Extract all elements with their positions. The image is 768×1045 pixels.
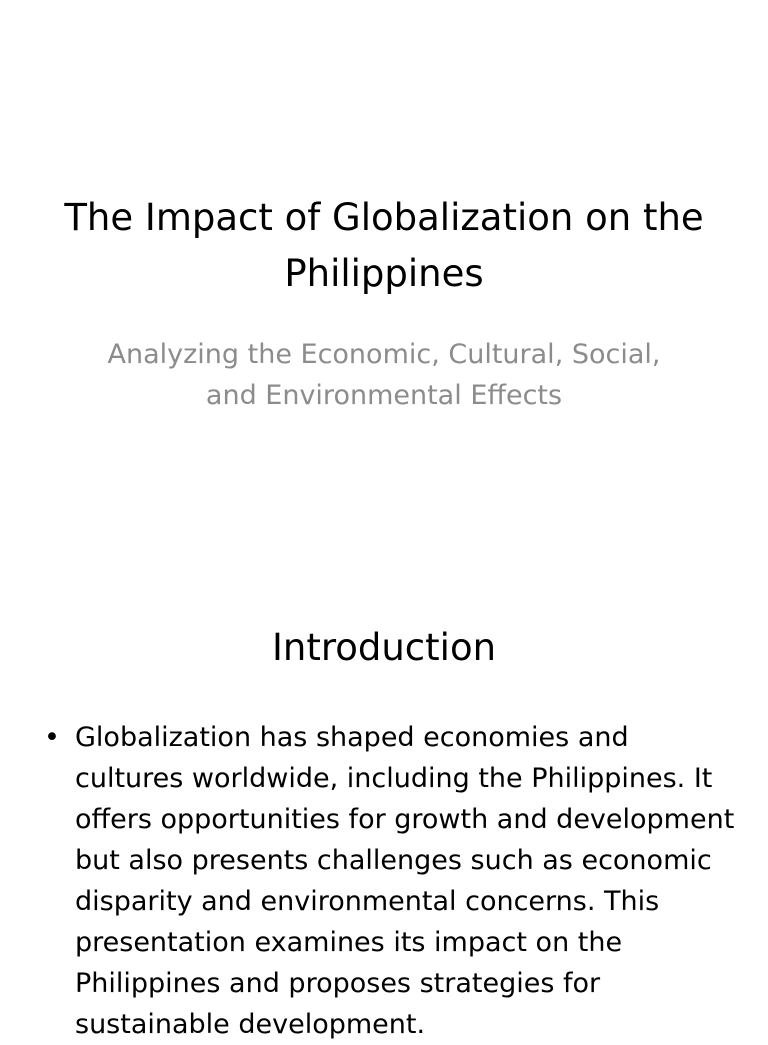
bullet-list [0,717,740,1045]
bullet-icon: • [44,722,60,753]
slide-subtitle: Analyzing the Economic, Cultural, Social, and Environmental Effects [107,339,661,411]
bullet-text: Globalization has shaped economies and cultures worldwide, including the Philippines. It offers opportunities for growth and development but also presents challenges such as economic disparity and environmental concerns. This presentation examines its impact on the Philippines and proposes strategies for sustainable development. [75,722,735,1040]
slide-heading: Introduction [271,626,497,669]
bullet-item [0,717,740,1045]
introduction-slide [0,576,768,1040]
slide-title: The Impact of Globalization on the Philippines [64,196,704,295]
